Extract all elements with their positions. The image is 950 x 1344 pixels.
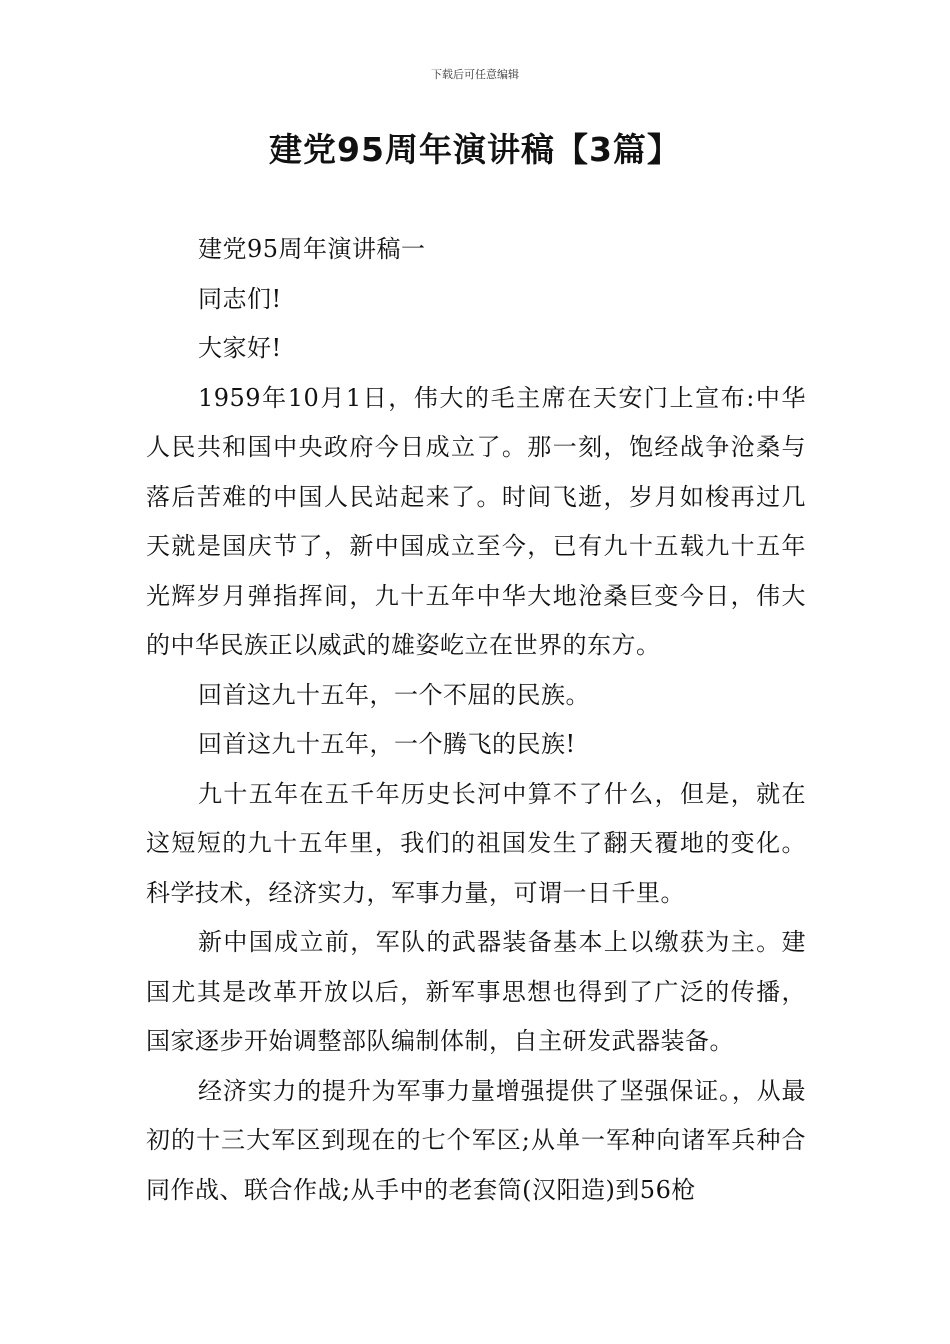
paragraph: 1959年10月1日，伟大的毛主席在天安门上宣布:中华人民共和国中央政府今日成立了。那一刻，饱经战争沧桑与落后苦难的中国人民站起来了。时间飞逝，岁月如梭再过几天就是国庆节了，新中国成立至今，已有九十五载九十五年光辉岁月弹指挥间，九十五年中华大地沧桑巨变今日，伟大的中华民族正以威武的雄姿屹立在世界的东方。 (146, 383, 806, 659)
paragraph-salutation: 同志们! (198, 284, 282, 313)
page-title: 建党95周年演讲稿【3篇】 (269, 130, 681, 169)
paragraph-subtitle: 建党95周年演讲稿一 (198, 235, 426, 263)
paragraph: 回首这九十五年，一个不屈的民族。 (198, 680, 590, 709)
paragraph: 经济实力的提升为军事力量增强提供了坚强保证。，从最初的十三大军区到现在的七个军区;从单一军种向诸军兵种合同作战、联合作战;从手中的老套筒(汉阳造)到56枪 (146, 1076, 806, 1204)
paragraph-greeting: 大家好! (198, 334, 282, 362)
paragraph: 新中国成立前，军队的武器装备基本上以缴获为主。建国尤其是改革开放以后，新军事思想也得到了广泛的传播，国家逐步开始调整部队编制体制，自主研发武器装备。 (146, 928, 806, 1055)
document-body (146, 225, 806, 1215)
paragraph: 回首这九十五年，一个腾飞的民族! (198, 730, 576, 758)
header-note: 下载后可任意编辑 (431, 68, 519, 81)
paragraph: 九十五年在五千年历史长河中算不了什么，但是，就在这短短的九十五年里，我们的祖国发生了翻天覆地的变化。科学技术，经济实力，军事力量，可谓一日千里。 (146, 779, 806, 907)
